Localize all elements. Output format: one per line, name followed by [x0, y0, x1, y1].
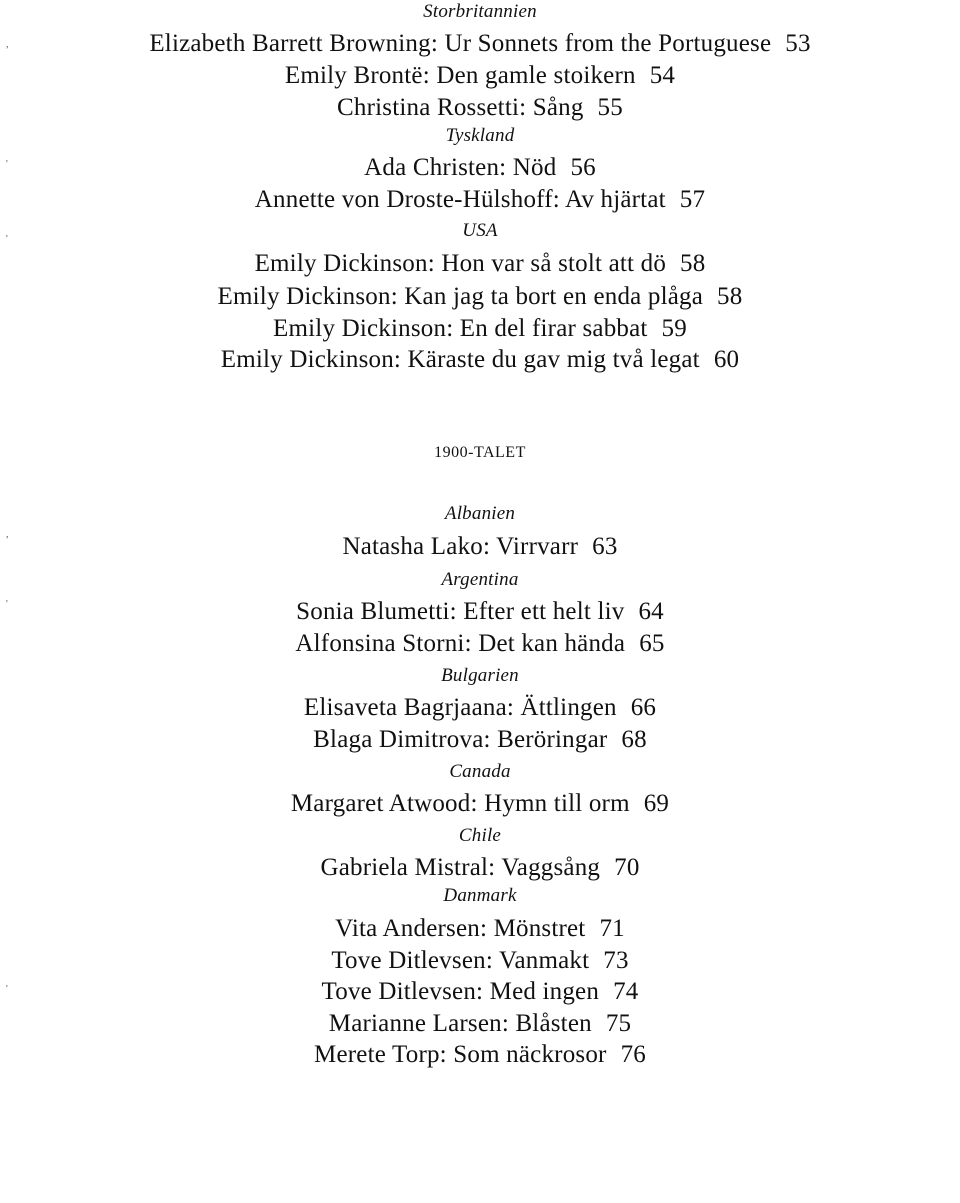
entry-author: Elizabeth Barrett Browning	[149, 30, 431, 57]
toc-entry: Alfonsina Storni: Det kan hända 65	[295, 630, 665, 657]
toc-entry: Emily Brontë: Den gamle stoikern 54	[284, 62, 676, 89]
entry-page-number: 58	[680, 250, 706, 277]
country-heading: Chile	[458, 825, 502, 846]
entry-author: Elisaveta Bagrjaana	[303, 694, 507, 721]
entry-page-number: 63	[592, 533, 618, 560]
entry-title: Som näckrosor	[453, 1041, 607, 1068]
entry-page-number: 53	[785, 30, 811, 57]
entry-author: Christina Rossetti	[337, 94, 520, 121]
entry-title: Av hjärtat	[564, 186, 666, 213]
entry-title: Nöd	[512, 154, 557, 181]
entry-title: Vaggsång	[501, 854, 601, 881]
toc-entry: Christina Rossetti: Sång 55	[337, 94, 623, 121]
toc-entry: Elisaveta Bagrjaana: Ättlingen 66	[303, 694, 657, 721]
entry-author: Natasha Lako	[342, 533, 483, 560]
toc-entry: Natasha Lako: Virrvarr 63	[342, 533, 618, 560]
toc-entry: Annette von Droste-Hülshoff: Av hjärtat 57	[254, 186, 706, 213]
country-heading: Bulgarien	[441, 665, 519, 686]
entry-author: Blaga Dimitrova	[313, 726, 484, 753]
scan-margin-mark: '	[6, 984, 8, 995]
entry-page-number: 56	[570, 154, 596, 181]
entry-author: Emily Dickinson	[220, 346, 394, 373]
entry-page-number: 64	[638, 598, 664, 625]
entry-title: Det kan hända	[478, 630, 626, 657]
entry-author: Marianne Larsen	[328, 1010, 502, 1037]
entry-author: Vita Andersen	[335, 915, 480, 942]
scan-margin-mark: '	[6, 234, 8, 245]
scan-margin-mark: ,	[6, 39, 9, 50]
entry-title: Beröringar	[497, 726, 608, 753]
entry-page-number: 58	[717, 283, 743, 310]
entry-author: Sonia Blumetti	[296, 598, 450, 625]
entry-title: Käraste du gav mig två legat	[407, 346, 700, 373]
entry-author: Annette von Droste-Hülshoff	[254, 186, 553, 213]
entry-title: Hymn till orm	[484, 790, 630, 817]
entry-page-number: 66	[630, 694, 657, 721]
entry-title: Den gamle stoikern	[436, 62, 636, 89]
toc-entry: Blaga Dimitrova: Beröringar 68	[313, 726, 647, 753]
toc-entry: Tove Ditlevsen: Vanmakt 73	[331, 947, 629, 974]
entry-page-number: 76	[620, 1041, 646, 1068]
entry-page-number: 69	[643, 790, 670, 817]
country-heading: Danmark	[443, 885, 517, 906]
entry-title: Sång	[532, 94, 584, 121]
entry-author: Alfonsina Storni	[295, 630, 465, 657]
country-heading: Tyskland	[445, 125, 515, 146]
entry-page-number: 73	[603, 947, 629, 974]
toc-entry: Elizabeth Barrett Browning: Ur Sonnets from the Portuguese 53	[149, 30, 811, 57]
entry-author: Merete Torp	[314, 1041, 440, 1068]
entry-page-number: 55	[597, 94, 623, 121]
toc-entry: Merete Torp: Som näckrosor 76	[314, 1041, 646, 1068]
entry-title: Med ingen	[489, 978, 600, 1005]
country-heading: Storbritannien	[423, 1, 537, 22]
entry-author: Emily Dickinson	[273, 315, 447, 342]
entry-title: Efter ett helt liv	[463, 598, 625, 625]
entry-title: Blåsten	[515, 1010, 592, 1037]
scan-margin-mark: '	[6, 599, 8, 610]
entry-page-number: 65	[639, 630, 665, 657]
entry-title: Ättlingen	[520, 694, 617, 721]
toc-entry: Gabriela Mistral: Vaggsång 70	[320, 854, 640, 881]
toc-entry: Emily Dickinson: Kan jag ta bort en enda plåga 58	[217, 283, 743, 310]
entry-page-number: 60	[713, 346, 740, 373]
entry-page-number: 70	[614, 854, 640, 881]
entry-author: Emily Dickinson	[254, 250, 428, 277]
entry-page-number: 68	[621, 726, 647, 753]
entry-title: Ur Sonnets from the Portuguese	[444, 30, 772, 57]
entry-page-number: 54	[649, 62, 676, 89]
entry-title: Virrvarr	[496, 533, 579, 560]
entry-author: Ada Christen	[364, 154, 500, 181]
section-heading: 1900-TALET	[434, 444, 526, 461]
toc-entry: Marianne Larsen: Blåsten 75	[328, 1010, 632, 1037]
scan-margin-mark: '	[6, 159, 8, 170]
entry-page-number: 57	[679, 186, 706, 213]
toc-entry: Tove Ditlevsen: Med ingen 74	[321, 978, 639, 1005]
toc-entry: Sonia Blumetti: Efter ett helt liv 64	[296, 598, 664, 625]
toc-entry: Vita Andersen: Mönstret 71	[335, 915, 625, 942]
toc-entry: Margaret Atwood: Hymn till orm 69	[290, 790, 670, 817]
entry-title: Mönstret	[493, 915, 586, 942]
entry-page-number: 59	[661, 315, 687, 342]
country-heading: Canada	[449, 761, 511, 782]
entry-author: Emily Dickinson	[217, 283, 391, 310]
entry-page-number: 71	[599, 915, 625, 942]
toc-entry: Emily Dickinson: Hon var så stolt att dö 58	[254, 250, 706, 277]
entry-author: Margaret Atwood	[290, 790, 471, 817]
scan-margin-mark: ,	[6, 529, 9, 540]
entry-title: Vanmakt	[498, 947, 590, 974]
toc-entry: Emily Dickinson: En del firar sabbat 59	[273, 315, 687, 342]
country-heading: Argentina	[441, 569, 519, 590]
entry-author: Tove Ditlevsen	[331, 947, 486, 974]
entry-title: Hon var så stolt att dö	[441, 250, 667, 277]
country-heading: USA	[462, 220, 498, 241]
toc-entry: Ada Christen: Nöd 56	[364, 154, 596, 181]
entry-author: Tove Ditlevsen	[321, 978, 477, 1005]
entry-title: En del firar sabbat	[459, 315, 648, 342]
entry-author: Gabriela Mistral	[320, 854, 489, 881]
entry-page-number: 75	[605, 1010, 632, 1037]
entry-page-number: 74	[613, 978, 639, 1005]
country-heading: Albanien	[444, 503, 516, 524]
entry-title: Kan jag ta bort en enda plåga	[404, 283, 704, 310]
entry-author: Emily Brontë	[284, 62, 423, 89]
toc-entry: Emily Dickinson: Käraste du gav mig två legat 60	[220, 346, 740, 373]
